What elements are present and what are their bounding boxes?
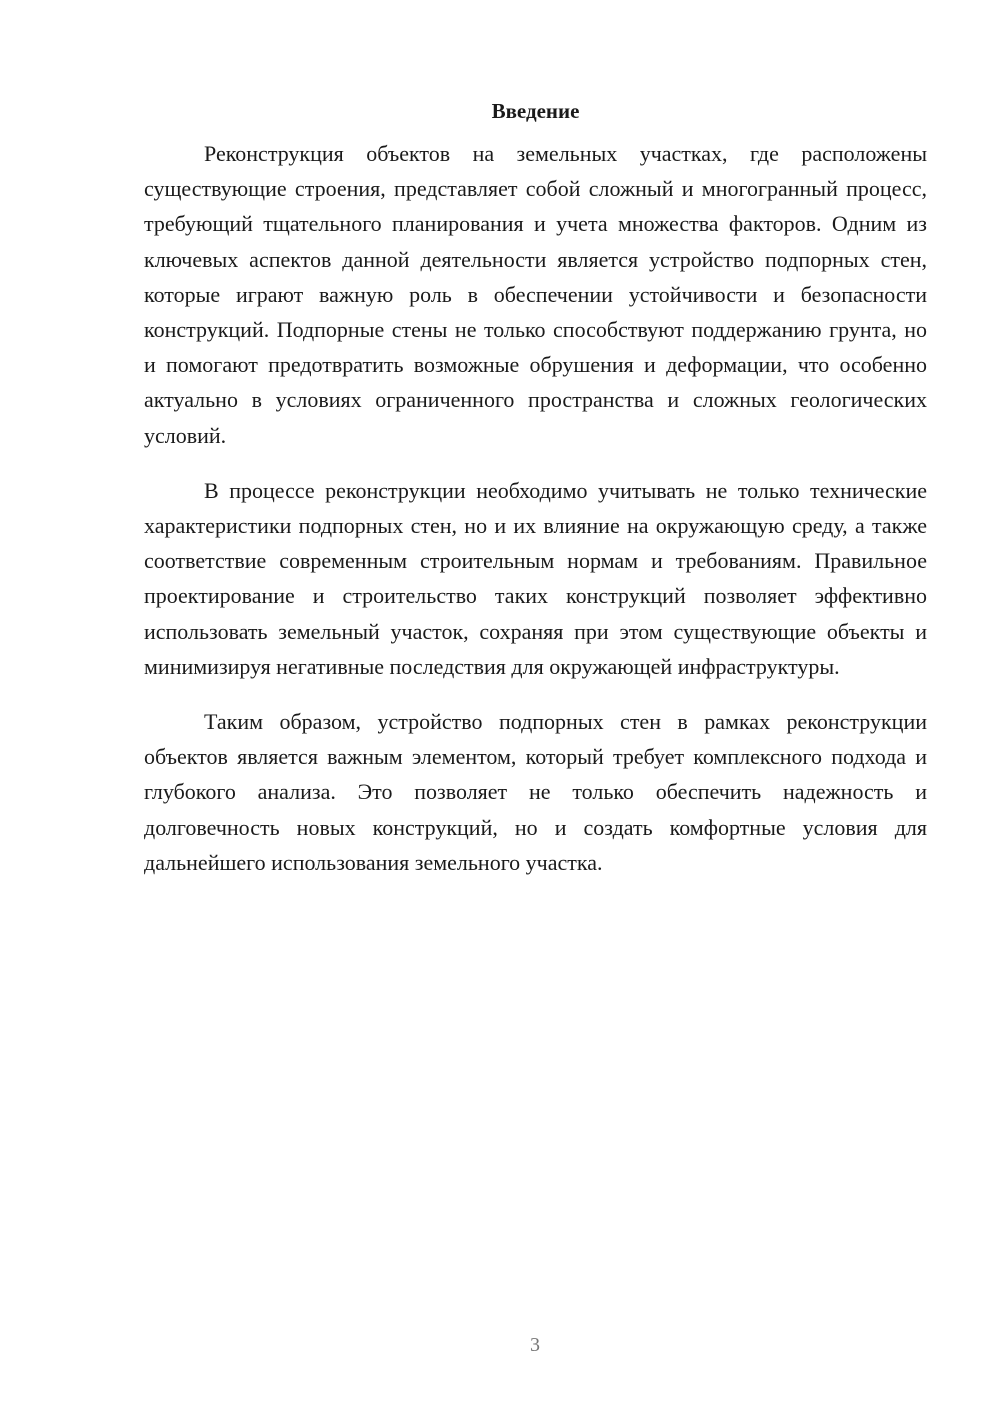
page-content (144, 96, 927, 900)
page-number: 3 (530, 1334, 540, 1356)
paragraph-3: Таким образом, устройство подпорных стен в рамках реконструкции объектов является важным элементом, который требует комплексного подхода и глубокого анализа. Это позволяет не только обеспечить надежность и долговечность новых конструкций, но и создать комфортные условия для дальнейшего использования земельного участка. (144, 709, 927, 875)
paragraph-2: В процессе реконструкции необходимо учитывать не только технические характеристики подпорных стен, но и их влияние на окружающую среду, а также соответствие современным строительным нормам и требованиям. Правильное проектирование и строительство таких конструкций позволяет эффективно использовать земельный участок, сохраняя при этом существующие объекты и минимизируя негативные последствия для окружающей инфраструктуры. (144, 477, 927, 679)
paragraph-1: Реконструкция объектов на земельных участках, где расположены существующие строения, представляет собой сложный и многогранный процесс, требующий тщательного планирования и учета множества факторов. Одним из ключевых аспектов данной деятельности является устройство подпорных стен, которые играют важную роль в обеспечении устойчивости и безопасности конструкций. Подпорные стены не только способствуют поддержанию грунта, но и помогают предотвратить возможные обрушения и деформации, что особенно актуально в условиях ограниченного пространства и сложных геологических условий. (144, 141, 927, 448)
section-title: Введение (491, 99, 580, 123)
